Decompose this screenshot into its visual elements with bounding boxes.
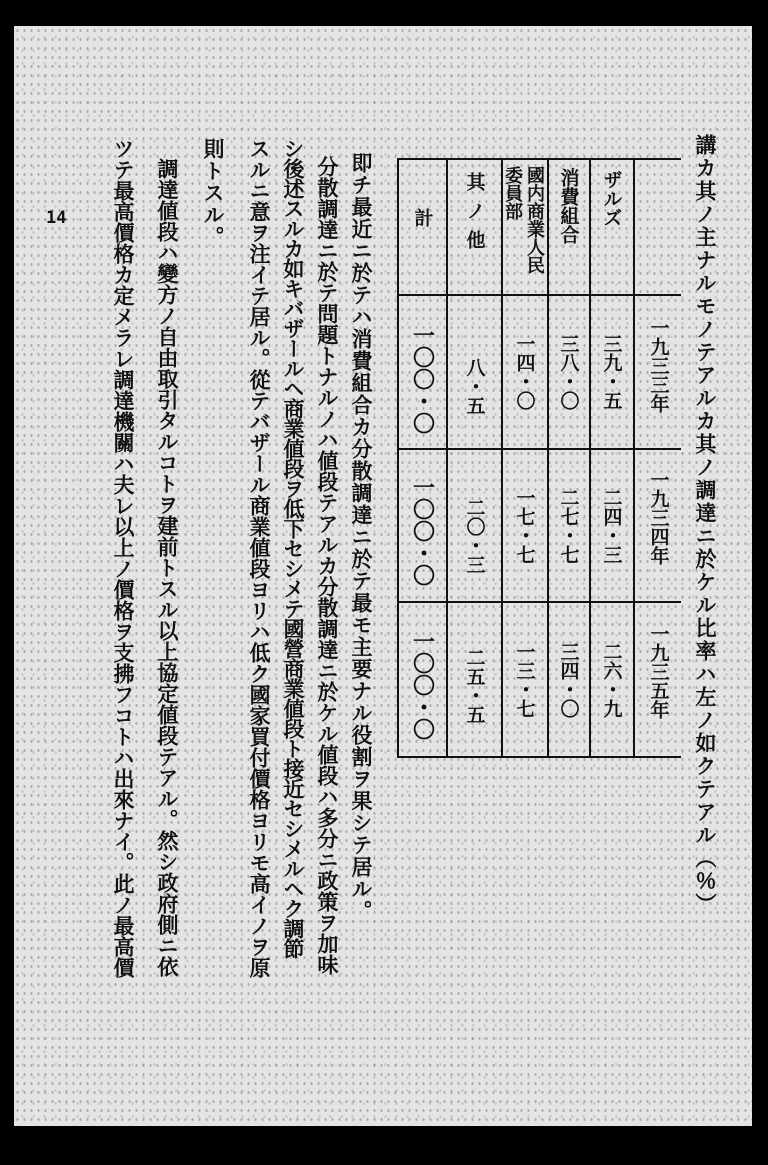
table-cell: 一三・七 — [513, 642, 536, 718]
table-cell: 二〇・三 — [463, 498, 486, 574]
document-page — [14, 26, 752, 1126]
row-label: 國内商業人民委員部 — [502, 166, 545, 274]
table-cell: 二七・七 — [557, 488, 580, 564]
table-cell: 八・五 — [463, 358, 486, 415]
table-cell: 一七・七 — [513, 488, 536, 564]
body-line-4: スルニ意ヲ注イテ居ル。從テバザール商業値段ヨリハ低ク國家買付價格ヨリモ高イノヲ原 — [247, 138, 272, 978]
table-cell: 一〇〇・〇 — [409, 476, 436, 586]
table-cell: 一〇〇・〇 — [409, 324, 436, 434]
body-line-3: シ後述スルカ如キバザールヘ商業値段ヲ低下セシメテ國營商業値段ト接近セシメルヘク調節 — [281, 138, 306, 958]
year-header-1933: 一九三三年 — [647, 318, 670, 413]
row-label: 消費組合 — [557, 168, 580, 244]
table-cell: 三八・〇 — [557, 334, 580, 410]
table-cell: 二六・九 — [600, 642, 623, 718]
table-cell: 三四・〇 — [557, 642, 580, 718]
intro-line: 講カ其ノ主ナルモノテアルカ其ノ調達ニ於ケル比率ハ左ノ如クテアル（％） — [693, 134, 718, 916]
row-label: ザルズ — [600, 170, 623, 227]
table-cell: 一四・〇 — [513, 334, 536, 410]
body-line-6: 調達値段ハ變方ノ自由取引タルコトヲ建前トスル以上協定値段テアル。然シ政府側ニ依 — [155, 158, 180, 977]
table-cell: 二五・五 — [463, 648, 486, 724]
body-line-7: ツテ最高價格カ定メラレ調達機關ハ夫レ以上ノ價格ヲ支拂フコトハ出來ナイ。此ノ最高價 — [111, 138, 136, 978]
row-label: 計 — [411, 208, 434, 227]
row-label: 其ノ他 — [463, 172, 486, 259]
page-number: 14 — [46, 208, 67, 228]
table-cell: 二四・三 — [600, 488, 623, 564]
body-line-2: 分散調達ニ於テ問題トナルノハ値段テアルカ分散調達ニ於ケル値段ハ多分ニ政策ヲ加味 — [315, 156, 340, 975]
year-header-1935: 一九三五年 — [647, 624, 670, 719]
body-line-5: 則トスル。 — [201, 138, 226, 248]
table-cell: 三九・五 — [600, 334, 623, 410]
ratio-table — [397, 158, 681, 758]
table-cell: 一〇〇・〇 — [409, 630, 436, 740]
body-line-1: 即チ最近ニ於テハ消費組合カ分散調達ニ於テ最モ主要ナル役割ヲ果シテ居ル。 — [349, 152, 374, 922]
year-header-1934: 一九三四年 — [647, 470, 670, 565]
